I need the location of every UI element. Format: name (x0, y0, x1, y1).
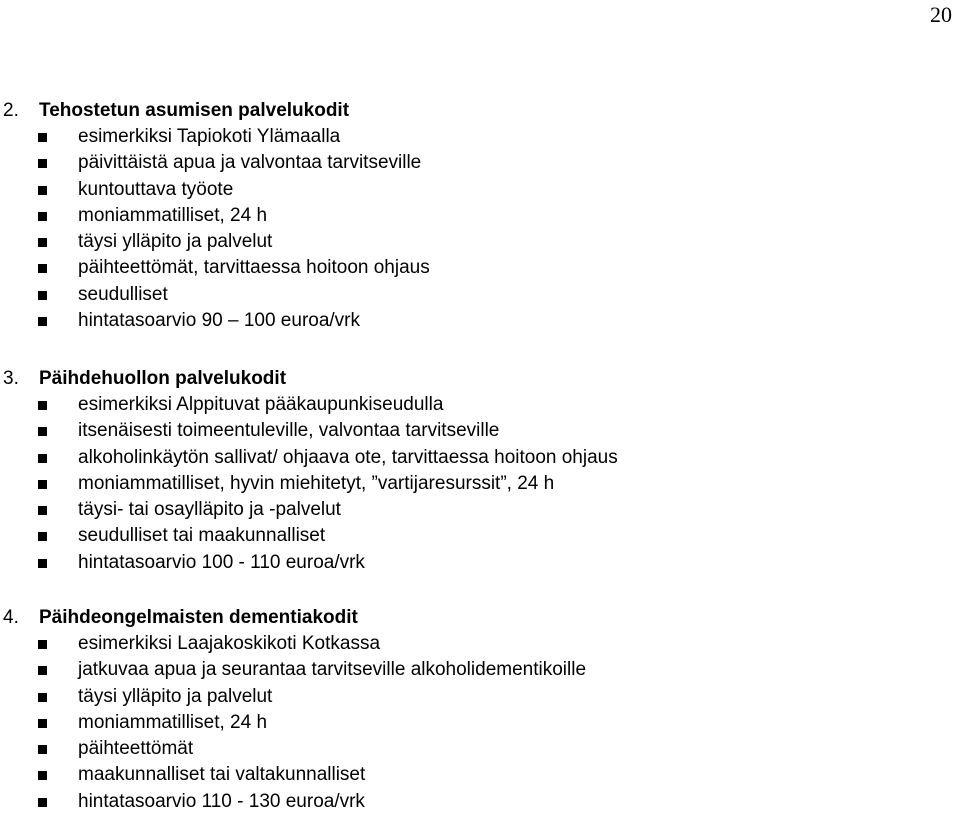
square-bullet-icon (38, 771, 47, 780)
list-item (0, 418, 960, 444)
list-item-text: alkoholinkäytön sallivat/ ohjaava ote, tarvittaessa hoitoon ohjaus (78, 446, 618, 468)
section-paihdeongelmaisten-dementiakodit (0, 605, 960, 815)
list-item (0, 710, 960, 736)
list-item-text: maakunnalliset tai valtakunnalliset (78, 764, 366, 786)
list-item-text: hintatasoarvio 90 – 100 euroa/vrk (78, 310, 361, 332)
square-bullet-icon (38, 133, 47, 142)
list-item-text: täysi ylläpito ja palvelut (78, 685, 273, 707)
list-item (0, 124, 960, 150)
square-bullet-icon (38, 506, 47, 515)
list-item (0, 177, 960, 203)
list-item (0, 150, 960, 176)
section-title: Päihdeongelmaisten dementiakodit (39, 607, 358, 628)
section-heading (0, 98, 960, 124)
section-number: 4. (3, 607, 19, 628)
list-item-text: seudulliset (78, 283, 168, 305)
bullet-list (0, 124, 960, 334)
section-heading (0, 366, 960, 392)
square-bullet-icon (38, 559, 47, 568)
square-bullet-icon (38, 454, 47, 463)
list-item (0, 497, 960, 523)
list-item-text: päihteettömät (78, 738, 194, 760)
bullet-list (0, 631, 960, 815)
list-item-text: esimerkiksi Tapiokoti Ylämaalla (78, 126, 341, 147)
list-item (0, 631, 960, 657)
square-bullet-icon (38, 186, 47, 195)
list-item-text: moniammatilliset, hyvin miehitetyt, ”vartijaresurssit”, 24 h (78, 472, 555, 494)
square-bullet-icon (38, 666, 47, 675)
square-bullet-icon (38, 693, 47, 702)
list-item (0, 445, 960, 471)
square-bullet-icon (38, 532, 47, 541)
list-item (0, 789, 960, 815)
section-title: Tehostetun asumisen palvelukodit (39, 100, 350, 121)
square-bullet-icon (38, 159, 47, 168)
list-item-text: päihteettömät, tarvittaessa hoitoon ohjaus (78, 257, 430, 279)
list-item-text: täysi- tai osaylläpito ja -palvelut (78, 499, 341, 521)
square-bullet-icon (38, 719, 47, 728)
square-bullet-icon (38, 640, 47, 649)
list-item (0, 736, 960, 762)
list-item-text: hintatasoarvio 110 - 130 euroa/vrk (78, 790, 365, 812)
square-bullet-icon (38, 427, 47, 436)
square-bullet-icon (38, 401, 47, 410)
bullet-list (0, 392, 960, 576)
list-item-text: esimerkiksi Alppituvat pääkaupunkiseudulla (78, 394, 444, 415)
list-item-text: kuntouttava työote (78, 178, 234, 200)
square-bullet-icon (38, 264, 47, 273)
list-item (0, 203, 960, 229)
list-item (0, 550, 960, 576)
square-bullet-icon (38, 480, 47, 489)
list-item-text: esimerkiksi Laajakoskikoti Kotkassa (78, 633, 381, 654)
list-item-text: moniammatilliset, 24 h (78, 204, 268, 226)
list-item-text: päivittäistä apua ja valvontaa tarvitseville (78, 152, 422, 174)
list-item (0, 657, 960, 683)
page-number: 20 (930, 2, 952, 27)
list-item (0, 684, 960, 710)
list-item-text: jatkuvaa apua ja seurantaa tarvitseville alkoholidementikoille (78, 659, 587, 681)
list-item (0, 471, 960, 497)
list-item-text: hintatasoarvio 100 - 110 euroa/vrk (78, 551, 365, 573)
section-tehostetun-asumisen-palvelukodit (0, 98, 960, 334)
section-title: Päihdehuollon palvelukodit (39, 368, 287, 389)
list-item (0, 308, 960, 334)
list-item (0, 392, 960, 418)
square-bullet-icon (38, 317, 47, 326)
list-item-text: itsenäisesti toimeentuleville, valvontaa tarvitseville (78, 420, 500, 442)
section-heading (0, 605, 960, 631)
list-item-text: täysi ylläpito ja palvelut (78, 231, 273, 253)
section-paihdehuollon-palvelukodit (0, 366, 960, 576)
section-number: 2. (3, 100, 19, 121)
list-item (0, 762, 960, 788)
list-item (0, 229, 960, 255)
list-item (0, 523, 960, 549)
list-item (0, 282, 960, 308)
section-number: 3. (3, 368, 19, 389)
square-bullet-icon (38, 291, 47, 300)
list-item-text: seudulliset tai maakunnalliset (78, 525, 326, 547)
square-bullet-icon (38, 798, 47, 807)
square-bullet-icon (38, 745, 47, 754)
square-bullet-icon (38, 212, 47, 221)
square-bullet-icon (38, 238, 47, 247)
list-item-text: moniammatilliset, 24 h (78, 711, 268, 733)
list-item (0, 255, 960, 281)
